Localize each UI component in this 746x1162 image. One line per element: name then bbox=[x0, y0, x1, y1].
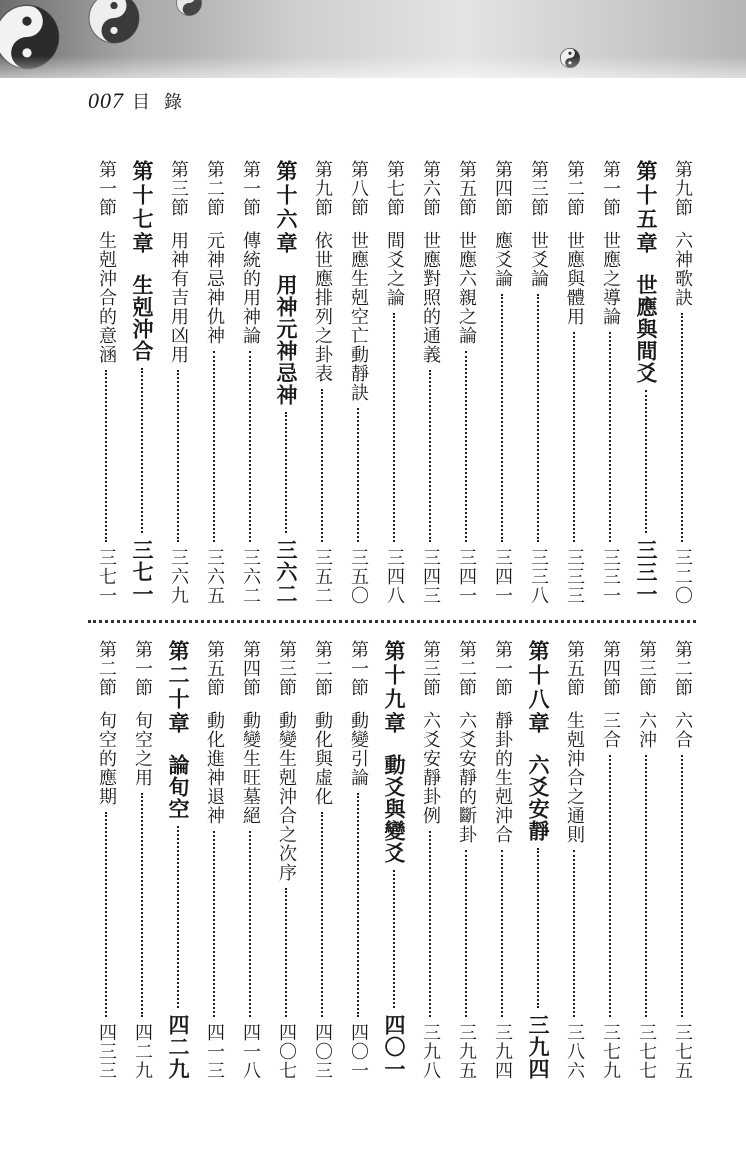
entry-label: 第二節 bbox=[312, 640, 333, 697]
entry-title: 生剋沖合 bbox=[130, 274, 155, 362]
entry-title: 六合 bbox=[672, 711, 693, 749]
entry-label: 第十七章 bbox=[130, 160, 155, 256]
leader-dots bbox=[285, 412, 287, 533]
entry-title: 依世應排列之卦表 bbox=[312, 231, 333, 383]
leader-dots bbox=[681, 755, 683, 1017]
toc-section-entry[interactable] bbox=[124, 640, 160, 1080]
entry-title: 論旬空 bbox=[166, 754, 191, 820]
leader-dots bbox=[681, 313, 683, 542]
toc-section-entry[interactable] bbox=[448, 160, 484, 605]
entry-label: 第三節 bbox=[168, 160, 189, 217]
toc-section-entry[interactable] bbox=[376, 160, 412, 605]
leader-dots bbox=[321, 812, 323, 1017]
entry-page-number: 三七一 bbox=[130, 539, 155, 605]
entry-label: 第一節 bbox=[240, 160, 261, 217]
entry-page-number: 四〇一 bbox=[382, 1014, 407, 1080]
entry-label: 第四節 bbox=[240, 640, 261, 697]
toc-chapter-entry[interactable] bbox=[268, 160, 304, 605]
entry-page-number: 三九五 bbox=[456, 1023, 477, 1080]
entry-page-number: 四〇三 bbox=[312, 1023, 333, 1080]
entry-label: 第三節 bbox=[420, 640, 441, 697]
entry-page-number: 三九四 bbox=[492, 1023, 513, 1080]
leader-dots bbox=[573, 850, 575, 1017]
toc-section-entry[interactable] bbox=[88, 640, 124, 1080]
leader-dots bbox=[609, 755, 611, 1017]
leader-dots bbox=[465, 850, 467, 1017]
entry-label: 第二節 bbox=[204, 160, 225, 217]
leader-dots bbox=[609, 332, 611, 542]
entry-page-number: 三五二 bbox=[312, 548, 333, 605]
entry-title: 世應與體用 bbox=[564, 231, 585, 326]
entry-title: 三合 bbox=[600, 711, 621, 749]
entry-title: 六爻安靜 bbox=[526, 754, 551, 842]
toc-section-entry[interactable] bbox=[304, 640, 340, 1080]
entry-title: 動化與虛化 bbox=[312, 711, 333, 806]
entry-title: 傳統的用神論 bbox=[240, 231, 261, 345]
entry-title: 應爻論 bbox=[492, 231, 513, 288]
taiji-icon bbox=[88, 0, 140, 44]
entry-label: 第五節 bbox=[456, 160, 477, 217]
entry-page-number: 三六五 bbox=[204, 548, 225, 605]
entry-label: 第四節 bbox=[600, 640, 621, 697]
section-divider bbox=[88, 620, 696, 623]
entry-label: 第二節 bbox=[564, 160, 585, 217]
toc-section-entry[interactable] bbox=[484, 640, 520, 1080]
entry-page-number: 三四八 bbox=[384, 548, 405, 605]
entry-title: 六爻安靜卦例 bbox=[420, 711, 441, 825]
entry-title: 動變生旺墓絕 bbox=[240, 711, 261, 825]
toc-section-entry[interactable] bbox=[664, 640, 700, 1080]
entry-label: 第七節 bbox=[384, 160, 405, 217]
leader-dots bbox=[393, 313, 395, 542]
entry-page-number: 四三三 bbox=[96, 1023, 117, 1080]
entry-title: 世應生剋空亡動靜訣 bbox=[348, 231, 369, 402]
toc-section-entry[interactable] bbox=[232, 640, 268, 1080]
entry-label: 第一節 bbox=[600, 160, 621, 217]
page-number: 007 bbox=[88, 88, 124, 113]
entry-label: 第八節 bbox=[348, 160, 369, 217]
entry-label: 第四節 bbox=[492, 160, 513, 217]
entry-title: 用神有吉用凶用 bbox=[168, 231, 189, 364]
entry-label: 第五節 bbox=[564, 640, 585, 697]
entry-label: 第十五章 bbox=[634, 160, 659, 256]
toc-section-entry[interactable] bbox=[196, 160, 232, 605]
entry-title: 世應對照的通義 bbox=[420, 231, 441, 364]
entry-page-number: 四〇一 bbox=[348, 1023, 369, 1080]
entry-page-number: 三七九 bbox=[600, 1023, 621, 1080]
entry-page-number: 三三一 bbox=[634, 539, 659, 605]
entry-page-number: 三九八 bbox=[420, 1023, 441, 1080]
entry-page-number: 三九四 bbox=[526, 1014, 551, 1080]
toc-section-entry[interactable] bbox=[592, 160, 628, 605]
entry-title: 世爻論 bbox=[528, 231, 549, 288]
leader-dots bbox=[141, 793, 143, 1017]
leader-dots bbox=[537, 294, 539, 542]
toc-chapter-entry[interactable] bbox=[124, 160, 160, 605]
entry-label: 第二節 bbox=[456, 640, 477, 697]
entry-label: 第二節 bbox=[96, 640, 117, 697]
toc-section-entry[interactable] bbox=[88, 160, 124, 605]
toc-section-entry[interactable] bbox=[412, 160, 448, 605]
toc-section-entry[interactable] bbox=[268, 640, 304, 1080]
entry-label: 第三節 bbox=[528, 160, 549, 217]
entry-title: 旬空的應期 bbox=[96, 711, 117, 806]
entry-title: 靜卦的生剋沖合 bbox=[492, 711, 513, 844]
leader-dots bbox=[645, 755, 647, 1017]
entry-label: 第三節 bbox=[276, 640, 297, 697]
entry-title: 生剋沖合之通則 bbox=[564, 711, 585, 844]
toc-section-entry[interactable] bbox=[484, 160, 520, 605]
entry-page-number: 三七五 bbox=[672, 1023, 693, 1080]
entry-label: 第一節 bbox=[132, 640, 153, 697]
leader-dots bbox=[429, 831, 431, 1017]
entry-title: 六神歌訣 bbox=[672, 231, 693, 307]
entry-label: 第一節 bbox=[348, 640, 369, 697]
taiji-icon bbox=[176, 0, 202, 16]
page-title: 目錄 bbox=[132, 92, 196, 113]
toc-section-entry[interactable] bbox=[304, 160, 340, 605]
leader-dots bbox=[249, 831, 251, 1017]
toc-section-entry[interactable] bbox=[592, 640, 628, 1080]
entry-title: 用神元神忌神 bbox=[274, 274, 299, 406]
leader-dots bbox=[105, 812, 107, 1017]
leader-dots bbox=[321, 389, 323, 542]
entry-title: 世應與間爻 bbox=[634, 274, 659, 384]
leader-dots bbox=[501, 294, 503, 542]
leader-dots bbox=[177, 826, 179, 1008]
entry-label: 第五節 bbox=[204, 640, 225, 697]
entry-page-number: 三四一 bbox=[492, 548, 513, 605]
entry-page-number: 四二九 bbox=[166, 1014, 191, 1080]
entry-page-number: 三三一 bbox=[600, 548, 621, 605]
toc-chapter-entry[interactable] bbox=[520, 640, 556, 1080]
entry-label: 第九節 bbox=[312, 160, 333, 217]
entry-title: 世應之導論 bbox=[600, 231, 621, 326]
leader-dots bbox=[357, 408, 359, 542]
entry-label: 第十八章 bbox=[526, 640, 551, 736]
leader-dots bbox=[213, 351, 215, 542]
toc-chapter-entry[interactable] bbox=[376, 640, 412, 1080]
entry-page-number: 三五〇 bbox=[348, 548, 369, 605]
leader-dots bbox=[285, 888, 287, 1017]
leader-dots bbox=[105, 370, 107, 542]
entry-title: 動爻與變爻 bbox=[382, 754, 407, 864]
entry-page-number: 四〇七 bbox=[276, 1023, 297, 1080]
entry-page-number: 三四三 bbox=[420, 548, 441, 605]
entry-page-number: 三三八 bbox=[528, 548, 549, 605]
toc-section-entry[interactable] bbox=[628, 640, 664, 1080]
toc-section-entry[interactable] bbox=[448, 640, 484, 1080]
entry-page-number: 四一八 bbox=[240, 1023, 261, 1080]
entry-page-number: 三二〇 bbox=[672, 548, 693, 605]
leader-dots bbox=[573, 332, 575, 542]
entry-page-number: 三八六 bbox=[564, 1023, 585, 1080]
entry-label: 第九節 bbox=[672, 160, 693, 217]
entry-title: 六爻安靜的斷卦 bbox=[456, 711, 477, 844]
toc-section-entry[interactable] bbox=[232, 160, 268, 605]
toc-section-entry[interactable] bbox=[196, 640, 232, 1080]
entry-title: 六沖 bbox=[636, 711, 657, 749]
toc-section-entry[interactable] bbox=[160, 160, 196, 605]
entry-title: 動變引論 bbox=[348, 711, 369, 787]
entry-page-number: 三四一 bbox=[456, 548, 477, 605]
leader-dots bbox=[645, 390, 647, 533]
entry-label: 第十六章 bbox=[274, 160, 299, 256]
entry-label: 第二十章 bbox=[166, 640, 191, 736]
leader-dots bbox=[465, 351, 467, 542]
entry-page-number: 三六二 bbox=[240, 548, 261, 605]
entry-title: 間爻之論 bbox=[384, 231, 405, 307]
entry-page-number: 三六二 bbox=[274, 539, 299, 605]
toc-section-entry[interactable] bbox=[556, 640, 592, 1080]
entry-title: 世應六親之論 bbox=[456, 231, 477, 345]
entry-page-number: 三三三 bbox=[564, 548, 585, 605]
leader-dots bbox=[213, 831, 215, 1017]
leader-dots bbox=[177, 370, 179, 542]
toc-section-entry[interactable] bbox=[520, 160, 556, 605]
toc-section-entry[interactable] bbox=[664, 160, 700, 605]
toc-section-entry[interactable] bbox=[340, 640, 376, 1080]
entry-label: 第六節 bbox=[420, 160, 441, 217]
entry-page-number: 四二九 bbox=[132, 1023, 153, 1080]
entry-label: 第一節 bbox=[492, 640, 513, 697]
leader-dots bbox=[501, 850, 503, 1017]
toc-chapter-entry[interactable] bbox=[160, 640, 196, 1080]
entry-title: 動變生剋沖合之次序 bbox=[276, 711, 297, 882]
entry-page-number: 四一三 bbox=[204, 1023, 225, 1080]
toc-section-entry[interactable] bbox=[556, 160, 592, 605]
entry-label: 第三節 bbox=[636, 640, 657, 697]
leader-dots bbox=[429, 370, 431, 542]
page-header bbox=[88, 88, 196, 118]
entry-label: 第二節 bbox=[672, 640, 693, 697]
header-banner bbox=[0, 0, 746, 78]
entry-title: 動化進神退神 bbox=[204, 711, 225, 825]
entry-title: 生剋沖合的意涵 bbox=[96, 231, 117, 364]
leader-dots bbox=[537, 848, 539, 1008]
entry-page-number: 三六九 bbox=[168, 548, 189, 605]
toc-section-entry[interactable] bbox=[412, 640, 448, 1080]
entry-label: 第一節 bbox=[96, 160, 117, 217]
entry-title: 旬空之用 bbox=[132, 711, 153, 787]
entry-page-number: 三七一 bbox=[96, 548, 117, 605]
entry-label: 第十九章 bbox=[382, 640, 407, 736]
toc-bottom-panel bbox=[70, 640, 700, 1080]
leader-dots bbox=[141, 368, 143, 533]
toc-top-panel bbox=[70, 160, 700, 605]
leader-dots bbox=[393, 870, 395, 1008]
leader-dots bbox=[249, 351, 251, 542]
toc-chapter-entry[interactable] bbox=[628, 160, 664, 605]
entry-title: 元神忌神仇神 bbox=[204, 231, 225, 345]
leader-dots bbox=[357, 793, 359, 1017]
toc-section-entry[interactable] bbox=[340, 160, 376, 605]
entry-page-number: 三七七 bbox=[636, 1023, 657, 1080]
